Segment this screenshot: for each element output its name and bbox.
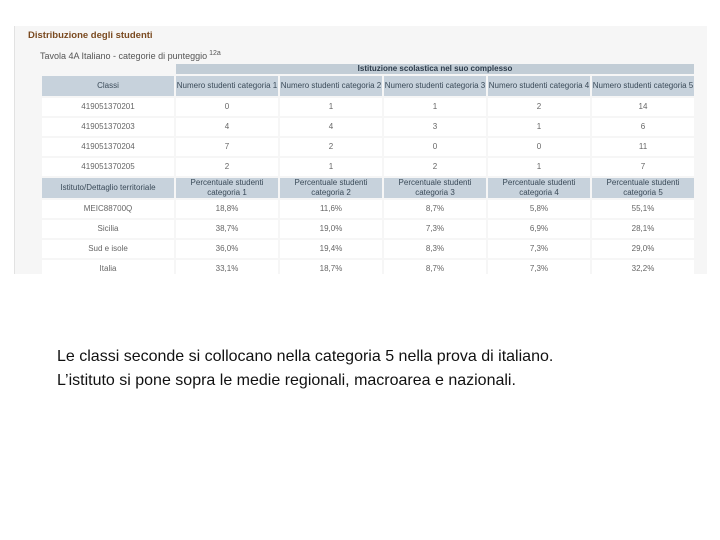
- summary-line-1: Le classi seconde si collocano nella categoria 5 nella prova di italiano.: [57, 348, 554, 365]
- table-row: [42, 220, 694, 238]
- table-cell: 4: [280, 118, 382, 136]
- table-cell: 7,3%: [488, 260, 590, 278]
- table-cell: 2: [280, 138, 382, 156]
- table-cell: 8,7%: [384, 260, 486, 278]
- table-cell: 7: [176, 138, 278, 156]
- table-cell: 6: [592, 118, 694, 136]
- table-cell: 36,0%: [176, 240, 278, 258]
- table-cell: 18,7%: [280, 260, 382, 278]
- table-cell: 8,7%: [384, 200, 486, 218]
- table-row: [42, 240, 694, 258]
- summary-text: [57, 345, 707, 393]
- column-header: Percentuale studenti categoria 2: [280, 178, 382, 198]
- table-cell: 419051370204: [42, 138, 174, 156]
- table-cell: 2: [176, 158, 278, 176]
- group-header: Istituzione scolastica nel suo complesso: [176, 64, 694, 74]
- table-cell: 2: [488, 98, 590, 116]
- table-cell: 1: [384, 98, 486, 116]
- summary-line-2: L’istituto si pone sopra le medie regionali, macroarea e nazionali.: [57, 372, 516, 389]
- table-cell: Italia: [42, 260, 174, 278]
- column-header: Numero studenti categoria 4: [488, 76, 590, 96]
- table-cell: 0: [384, 138, 486, 156]
- table-cell: 29,0%: [592, 240, 694, 258]
- table-cell: 1: [488, 158, 590, 176]
- table-row: [42, 138, 694, 156]
- table-cell: 28,1%: [592, 220, 694, 238]
- table-cell: 0: [488, 138, 590, 156]
- table-cell: 38,7%: [176, 220, 278, 238]
- table-caption-text: Tavola 4A Italiano - categorie di punteggio: [40, 51, 208, 61]
- table-cell: 1: [280, 98, 382, 116]
- table-cell: 0: [176, 98, 278, 116]
- table-cell: 419051370203: [42, 118, 174, 136]
- table-cell: 7,3%: [488, 240, 590, 258]
- distribution-table: [40, 62, 696, 280]
- table-cell: 19,4%: [280, 240, 382, 258]
- table-cell: 18,8%: [176, 200, 278, 218]
- table-cell: 7: [592, 158, 694, 176]
- table-cell: 33,1%: [176, 260, 278, 278]
- table-row: [42, 260, 694, 278]
- column-header: Percentuale studenti categoria 3: [384, 178, 486, 198]
- table-cell: 14: [592, 98, 694, 116]
- table-cell: 55,1%: [592, 200, 694, 218]
- header-row-counts: [42, 76, 694, 96]
- table-cell: 11,6%: [280, 200, 382, 218]
- column-header: Numero studenti categoria 3: [384, 76, 486, 96]
- table-cell: MEIC88700Q: [42, 200, 174, 218]
- table-cell: 3: [384, 118, 486, 136]
- table-cell: 2: [384, 158, 486, 176]
- section-title: Distribuzione degli studenti: [28, 30, 153, 41]
- table-cell: 32,2%: [592, 260, 694, 278]
- table-cell: 1: [280, 158, 382, 176]
- table-cell: 4: [176, 118, 278, 136]
- table-cell: 8,3%: [384, 240, 486, 258]
- table-cell: 419051370205: [42, 158, 174, 176]
- column-header: Percentuale studenti categoria 5: [592, 178, 694, 198]
- table-row: [42, 158, 694, 176]
- table-cell: Sud e isole: [42, 240, 174, 258]
- table-cell: 6,9%: [488, 220, 590, 238]
- table-row: [42, 200, 694, 218]
- table-cell: 7,3%: [384, 220, 486, 238]
- table-cell: 1: [488, 118, 590, 136]
- table-cell: Sicilia: [42, 220, 174, 238]
- table-cell: 5,8%: [488, 200, 590, 218]
- column-header: Numero studenti categoria 1: [176, 76, 278, 96]
- table-cell: 19,0%: [280, 220, 382, 238]
- column-header: Percentuale studenti categoria 4: [488, 178, 590, 198]
- column-header: Classi: [42, 76, 174, 96]
- table-cell: 419051370201: [42, 98, 174, 116]
- table-caption: [40, 50, 221, 61]
- column-header: Istituto/Dettaglio territoriale: [42, 178, 174, 198]
- column-header: Numero studenti categoria 5: [592, 76, 694, 96]
- header-row-percentages: [42, 178, 694, 198]
- table-caption-superscript: 12a: [209, 50, 221, 57]
- table-row: [42, 98, 694, 116]
- column-header: Percentuale studenti categoria 1: [176, 178, 278, 198]
- table-cell: 11: [592, 138, 694, 156]
- table-row: [42, 118, 694, 136]
- column-header: Numero studenti categoria 2: [280, 76, 382, 96]
